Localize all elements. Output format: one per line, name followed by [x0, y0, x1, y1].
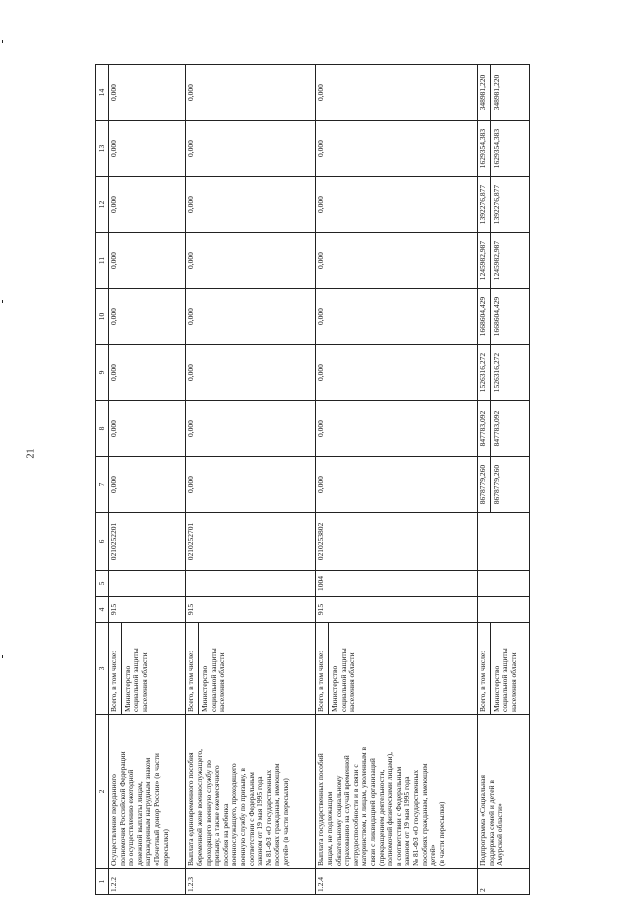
measure-title-line: проходящего военную службу по [203, 760, 213, 866]
cs-code: 0210253802 [316, 522, 326, 561]
value: 0,000 [316, 420, 326, 437]
measure-title-line: призыву, а также ежемесячного [212, 765, 222, 866]
rz-code: 1004 [316, 576, 326, 591]
table-header-cell: 14 [96, 65, 109, 121]
value: 0,000 [316, 252, 326, 269]
executor-line: населения области [347, 652, 357, 712]
value: 0,000 [186, 196, 196, 213]
value: 0,000 [109, 252, 118, 269]
table-header-cell: 2 [96, 715, 109, 869]
table-header-row [96, 65, 109, 895]
value: 0,000 [316, 364, 326, 381]
row-number-cell [478, 869, 530, 895]
cs-code-cell [186, 513, 316, 571]
value-cell [186, 345, 316, 401]
measure-title-line: беременной жене военнослужащего, [194, 749, 204, 866]
measure-title-line: Осуществление переданного [109, 774, 118, 866]
measure-title-line: награжденным нагрудным знаком [143, 757, 153, 866]
value-cell [478, 233, 530, 289]
value-cell [316, 401, 478, 457]
executor-line: социальной защиты [338, 648, 348, 712]
measure-title-line: № 81-ФЗ «О государственных [410, 769, 420, 866]
value-ministry: 1392276,877 [490, 177, 502, 232]
value: 0,000 [186, 476, 196, 493]
measure-title-line: материнством, и лицам, уволенным в [359, 746, 369, 866]
measure-title-cell [186, 715, 316, 869]
value-cell [109, 345, 186, 401]
value-cell [109, 457, 186, 513]
value-ministry: 348981,220 [490, 65, 502, 120]
measure-title-line: нетрудоспособности и в связи с [350, 764, 360, 866]
value: 0,000 [186, 140, 196, 157]
rz-code-cell [109, 571, 186, 597]
value: 0,000 [316, 196, 326, 213]
table-header-cell: 9 [96, 345, 109, 401]
measure-title-line: законом от 19 мая 1995 года [255, 776, 265, 866]
table-row [109, 65, 186, 895]
executor-line: Всего, в том числе: [109, 650, 118, 712]
value: 0,000 [186, 252, 196, 269]
value-cell [478, 177, 530, 233]
value-ministry: 1526316,272 [490, 345, 502, 400]
executor-cell [316, 623, 478, 715]
gr-code: 915 [186, 603, 196, 616]
executor-line: социальной защиты [131, 648, 141, 712]
value: 0,000 [109, 308, 118, 325]
executor-line: населения области [217, 652, 227, 712]
gr-code-cell [109, 597, 186, 623]
row-number-cell [109, 869, 186, 895]
measure-title-line: Амурской области» [495, 803, 505, 866]
table-row [186, 65, 316, 895]
value: 0,000 [316, 476, 326, 493]
row-number: 1.2.4 [316, 877, 326, 892]
value-cell [109, 121, 186, 177]
measure-title-line: «Почетный донор России» (в части [151, 753, 161, 866]
table-header-cell: 3 [96, 623, 109, 715]
value-cell [109, 401, 186, 457]
value-cell [478, 65, 530, 121]
executor-line: социальной защиты [500, 648, 510, 712]
executor-cell [186, 623, 316, 715]
measure-title-line: денежной выплаты лицам, [134, 781, 144, 866]
value: 0,000 [109, 196, 118, 213]
table-body [109, 65, 530, 895]
value-cell [478, 457, 530, 513]
value-total: 1629354,383 [478, 128, 488, 169]
value-cell [478, 289, 530, 345]
value-cell [186, 289, 316, 345]
gr-code-cell [478, 597, 530, 623]
table-header-cell: 5 [96, 571, 109, 597]
measure-title-line: по осуществлению ежегодной [126, 769, 136, 866]
measure-title-line: законом от 19 мая 1995 года [402, 776, 412, 866]
value: 0,000 [109, 364, 118, 381]
measure-title-line: Подпрограмма «Социальная [478, 775, 488, 866]
budget-table [95, 64, 530, 895]
row-number-cell [316, 869, 478, 895]
value-cell [316, 121, 478, 177]
measure-title-line: Выплата государственных пособий [316, 753, 326, 866]
executor-line: Министерство [198, 623, 210, 714]
value-cell [478, 121, 530, 177]
measure-title-line: полномочий физическими лицами), [385, 752, 395, 866]
measure-title-line: поддержка семей и детей в [486, 780, 496, 866]
value-cell [186, 121, 316, 177]
executor-cell [109, 623, 186, 715]
margin-mark [2, 300, 3, 303]
measure-title-line: военную службу по призыву, в [237, 768, 247, 866]
row-number-cell [186, 869, 316, 895]
executor-line: населения области [139, 652, 149, 712]
cs-code: 0210252701 [186, 522, 196, 561]
rotated-page [95, 65, 530, 895]
value: 0,000 [109, 84, 118, 101]
executor-line: социальной защиты [208, 648, 218, 712]
value: 0,000 [109, 476, 118, 493]
margin-mark [2, 40, 3, 43]
row-number: 1.2.2 [109, 877, 118, 892]
row-number: 2 [478, 888, 488, 892]
value-cell [186, 177, 316, 233]
table-header-cell: 13 [96, 121, 109, 177]
executor-line: Всего, в том числе: [316, 650, 326, 712]
measure-title-line: обязательному социальному [333, 775, 343, 866]
measure-title-line: Выплата единовременного пособия [186, 752, 196, 866]
gr-code-cell [186, 597, 316, 623]
table-header-cell: 4 [96, 597, 109, 623]
value-cell [316, 457, 478, 513]
measure-title-line: пересылки) [160, 829, 170, 866]
value-cell [478, 345, 530, 401]
value-total: 348981,220 [478, 74, 488, 111]
table-row [316, 65, 478, 895]
table-header-cell: 6 [96, 513, 109, 571]
gr-code: 915 [316, 603, 326, 616]
value-ministry: 1629354,383 [490, 121, 502, 176]
value: 0,000 [316, 84, 326, 101]
measure-title-line: (прекращением деятельности, [376, 769, 386, 866]
executor-line: Министерство [121, 623, 133, 714]
executor-line: населения области [508, 652, 518, 712]
table-header-cell: 7 [96, 457, 109, 513]
value-total: 847783,092 [478, 410, 488, 447]
value: 0,000 [316, 140, 326, 157]
value-cell [478, 401, 530, 457]
value-ministry: 1668604,429 [490, 289, 502, 344]
table-row [478, 65, 530, 895]
value: 0,000 [316, 308, 326, 325]
measure-title-line: в соответствии с Федеральным [393, 766, 403, 866]
executor-line: Министерство [328, 623, 340, 714]
value-cell [316, 345, 478, 401]
measure-title-line: страхованию на случай временной [342, 755, 352, 866]
value-cell [186, 65, 316, 121]
value-ministry: 1245982,987 [490, 233, 502, 288]
rz-code-cell [316, 571, 478, 597]
value-cell [316, 233, 478, 289]
value-cell [186, 233, 316, 289]
value: 0,000 [109, 140, 118, 157]
measure-title-cell [316, 715, 478, 869]
measure-title-cell [109, 715, 186, 869]
value: 0,000 [109, 420, 118, 437]
value-total: 1668604,429 [478, 296, 488, 337]
measure-title-line: пособиях гражданам, имеющим [419, 763, 429, 866]
table-header-cell: 8 [96, 401, 109, 457]
page-number: 21 [25, 448, 37, 459]
margin-mark [2, 655, 3, 658]
value-ministry: 847783,092 [490, 401, 502, 456]
executor-cell [478, 623, 530, 715]
measure-title-line: детей» (в части пересылки) [280, 778, 290, 866]
value-cell [316, 65, 478, 121]
measure-title-line: № 81-ФЗ «О государственных [263, 769, 273, 866]
value-cell [109, 289, 186, 345]
measure-title-line: лицам, не подлежащим [325, 791, 335, 866]
rz-code-cell [478, 571, 530, 597]
measure-title-line: соответствии с Федеральным [246, 772, 256, 866]
executor-line: Министерство [490, 623, 502, 714]
value-cell [109, 177, 186, 233]
value-cell [109, 233, 186, 289]
measure-title-line: связи с ликвидацией организаций [367, 758, 377, 866]
cs-code: 0210252201 [109, 522, 118, 561]
cs-code-cell [478, 513, 530, 571]
value-ministry: 8678779,260 [490, 457, 502, 512]
value-cell [186, 457, 316, 513]
measure-title-cell [478, 715, 530, 869]
value: 0,000 [186, 420, 196, 437]
executor-line: Всего, в том числе: [478, 650, 488, 712]
gr-code: 915 [109, 603, 118, 616]
table-header-cell: 10 [96, 289, 109, 345]
rz-code-cell [186, 571, 316, 597]
value-total: 1526316,272 [478, 352, 488, 393]
value-total: 8678779,260 [478, 464, 488, 505]
value-total: 1245982,987 [478, 240, 488, 281]
row-number: 1.2.3 [186, 877, 196, 892]
value-cell [186, 401, 316, 457]
executor-line: Всего, в том числе: [186, 650, 196, 712]
value-total: 1392276,877 [478, 184, 488, 225]
measure-title-line: детей» [428, 844, 438, 866]
table-header-cell: 11 [96, 233, 109, 289]
cs-code-cell [109, 513, 186, 571]
value: 0,000 [186, 308, 196, 325]
measure-title-line: пособия на ребенка [220, 803, 230, 866]
table-header-cell: 1 [96, 869, 109, 895]
measure-title-line: полномочия Российской Федерации [117, 751, 127, 866]
value: 0,000 [186, 364, 196, 381]
table-header-cell: 12 [96, 177, 109, 233]
measure-title-line: военнослужащего, проходящего [229, 763, 239, 866]
measure-title-line: (в части пересылки) [436, 801, 446, 866]
value-cell [316, 289, 478, 345]
cs-code-cell [316, 513, 478, 571]
value-cell [109, 65, 186, 121]
value: 0,000 [186, 84, 196, 101]
measure-title-line: пособиях гражданам, имеющим [272, 763, 282, 866]
gr-code-cell [316, 597, 478, 623]
value-cell [316, 177, 478, 233]
